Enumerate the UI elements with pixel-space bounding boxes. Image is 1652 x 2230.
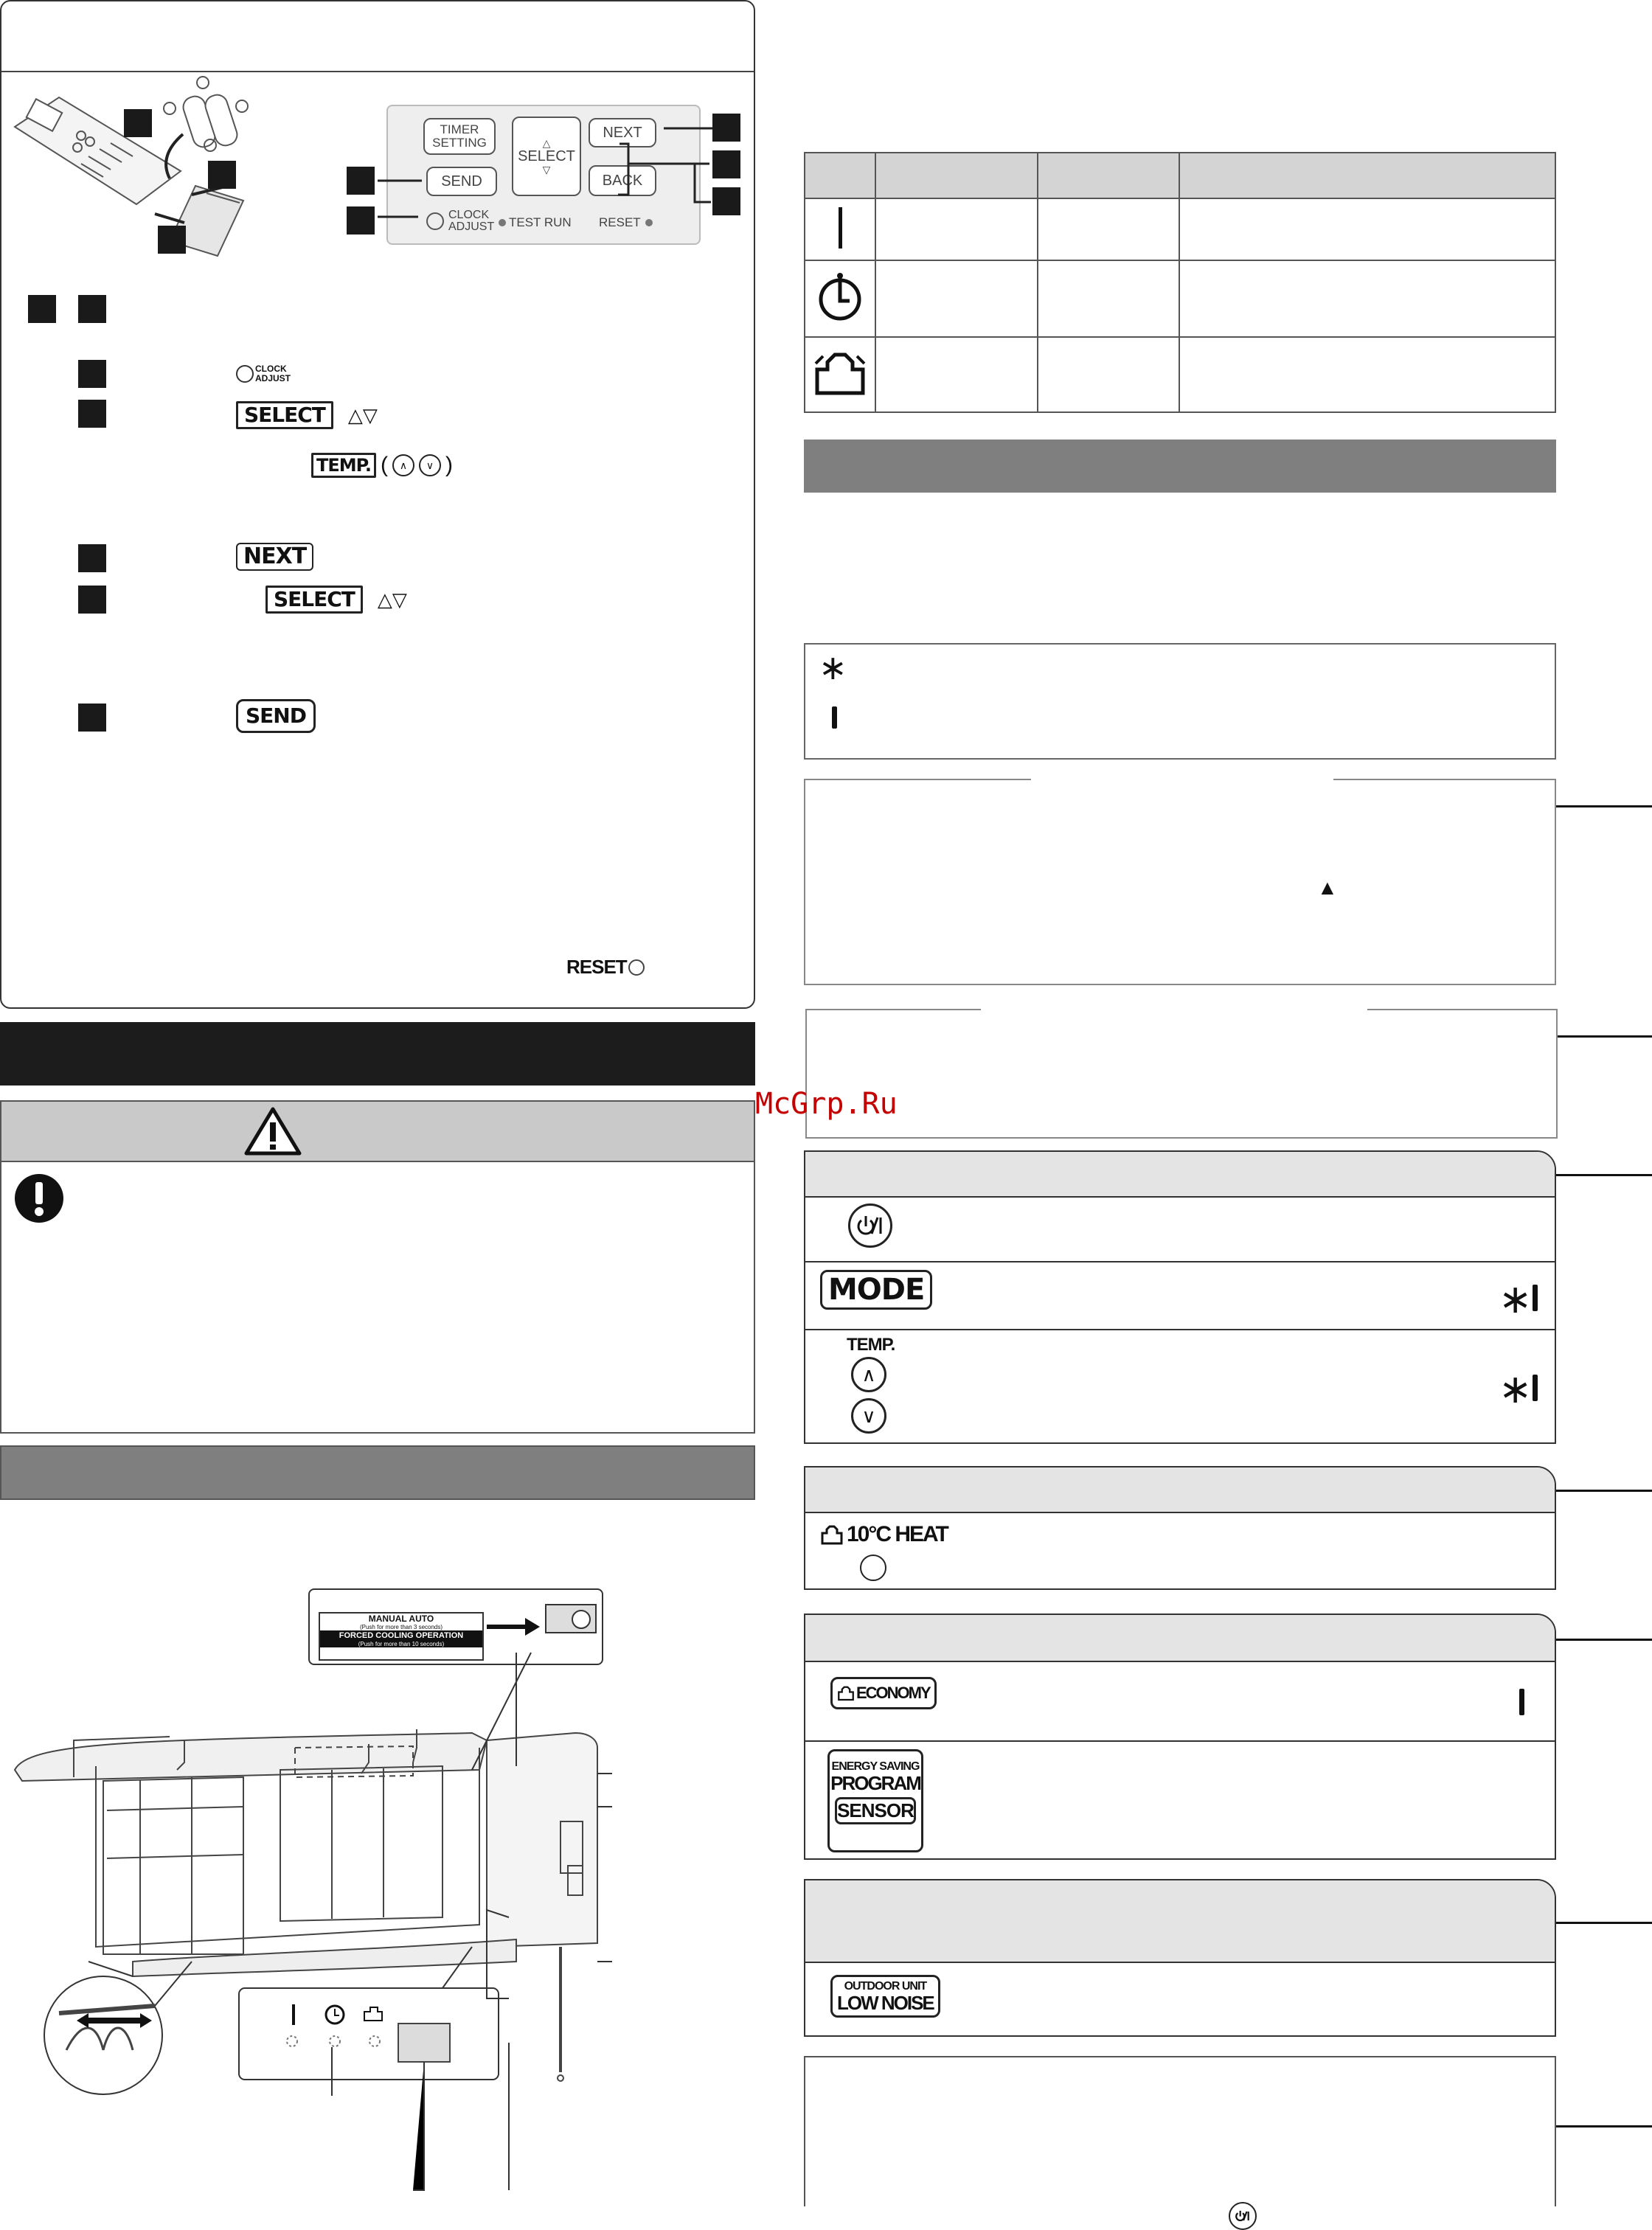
operation-lamp-icon (1533, 1285, 1538, 1311)
callout-marker (347, 206, 375, 235)
table-cell (1038, 198, 1179, 260)
send-key[interactable]: SEND (426, 167, 497, 196)
select-inline-key-2: SELECT (266, 586, 363, 614)
energy-saving-label: ENERGY SAVING (831, 1760, 920, 1773)
mode-button[interactable] (820, 1270, 932, 1310)
panel-title-divider (1, 71, 754, 72)
power-icon (856, 1215, 885, 1237)
callout-marker (208, 161, 236, 189)
table-header-cell (1038, 153, 1179, 198)
send-inline-key: SEND (236, 699, 316, 733)
timer-lamp-icon (814, 271, 866, 323)
edge-tab-line (1556, 1490, 1652, 1492)
step-marker (78, 704, 106, 732)
indoor-unit-illustration (0, 1652, 634, 2206)
edge-tab-line (1556, 1174, 1652, 1176)
select-inline-2 (266, 586, 407, 614)
test-run-label: TEST RUN (509, 215, 572, 229)
heat-10-label: 10°C HEAT (847, 1522, 948, 1546)
indicator-lamp-table (804, 152, 1556, 413)
callout-marker (712, 114, 740, 142)
sensor-button-label: SENSOR (837, 1799, 914, 1821)
callout-marker (712, 150, 740, 178)
edge-tab-line (1558, 1035, 1652, 1038)
section-tab-header (805, 1880, 1555, 1963)
info-box (805, 1009, 1558, 1139)
reset-inline-label: RESET (566, 956, 627, 978)
heat-10-button[interactable] (820, 1522, 948, 1547)
energy-saving-program-button[interactable] (827, 1749, 923, 1852)
table-cell (805, 260, 875, 337)
callout-marker (158, 226, 186, 254)
operation-lamp-icon (1519, 1689, 1524, 1715)
table-header-row (805, 153, 1555, 198)
section-bar (804, 440, 1556, 493)
caution-header (1, 1102, 754, 1162)
callout-marker (712, 187, 740, 215)
power-icon (1235, 2209, 1251, 2223)
back-key[interactable]: BACK (589, 165, 656, 196)
economy-lamp-icon (813, 349, 867, 397)
info-box (804, 779, 1556, 985)
clock-adjust-label: CLOCK ADJUST (448, 209, 495, 233)
program-label: PROGRAM (830, 1772, 920, 1794)
next-inline-key: NEXT (236, 543, 313, 571)
select-key-label: SELECT (518, 147, 575, 164)
outdoor-low-noise-button[interactable] (830, 1975, 940, 2018)
step-marker (28, 295, 56, 323)
step-marker (78, 544, 106, 572)
next-key[interactable]: NEXT (589, 118, 656, 147)
temp-up-button[interactable]: ∧ (851, 1357, 886, 1392)
triangle-marker-icon: ▲ (1317, 876, 1338, 899)
temp-up-icon: ∧ (392, 454, 414, 476)
callout-marker (347, 167, 375, 195)
watermark: McGrp.Ru (755, 1087, 898, 1121)
table-cell (875, 337, 1038, 412)
section-header-bar (0, 1022, 755, 1086)
caution-box (0, 1100, 755, 1434)
step-marker (78, 360, 106, 388)
section-bar (0, 1445, 755, 1500)
next-inline (236, 543, 313, 571)
row-divider (805, 1740, 1555, 1742)
info-box-title-gap (1031, 777, 1333, 782)
table-cell (1038, 337, 1179, 412)
operation-lamp-icon (839, 207, 842, 249)
forced-cooling-sub: (Push for more than 10 seconds) (320, 1641, 482, 1647)
up-down-arrows-icon: △▽ (347, 403, 378, 426)
clock-adjust-inline (236, 364, 291, 383)
clock-adjust-circle-icon (236, 365, 254, 383)
step-marker (78, 400, 106, 428)
economy-house-icon (820, 1524, 844, 1545)
power-button[interactable] (848, 1203, 892, 1248)
asterisk-icon: ∗ (1499, 1276, 1533, 1322)
clock-adjust-inline-label: CLOCK ADJUST (255, 364, 291, 383)
table-cell (875, 260, 1038, 337)
table-cell (1179, 337, 1555, 412)
note-box (804, 643, 1556, 760)
callout-marker (124, 109, 152, 137)
heat-10-circle-button[interactable] (860, 1555, 886, 1581)
low-noise-label: LOW NOISE (837, 1992, 934, 2014)
temp-inline (311, 453, 453, 478)
table-row (805, 260, 1555, 337)
edge-tab-line (1556, 1922, 1652, 1924)
table-cell (805, 337, 875, 412)
info-box-title-gap (981, 1007, 1367, 1012)
outdoor-unit-label: OUTDOOR UNIT (844, 1980, 927, 1993)
send-inline (236, 699, 316, 733)
temp-button-label: TEMP. (847, 1335, 895, 1355)
row-divider (805, 1261, 1555, 1262)
edge-tab-line (1556, 805, 1652, 807)
up-arrow-icon: △ (542, 136, 551, 149)
reset-inline (566, 956, 645, 979)
edge-tab-line (1556, 1639, 1652, 1641)
heat-10-section (804, 1466, 1556, 1590)
table-cell (1038, 260, 1179, 337)
table-cell (805, 198, 875, 260)
remote-callout-lines (348, 105, 761, 252)
asterisk-icon: ∗ (819, 647, 847, 687)
step-marker (78, 586, 106, 614)
select-inline (236, 401, 378, 429)
manual-button-icon (484, 1597, 602, 1649)
temp-up-down-icon: ( (380, 453, 388, 477)
mode-button-label: MODE (820, 1270, 932, 1310)
operation-lamp-icon (832, 706, 837, 729)
bottom-note-box (804, 2056, 1556, 2206)
table-header-cell (1179, 153, 1555, 198)
basic-operation-section (804, 1150, 1556, 1444)
operation-lamp-icon (1533, 1375, 1538, 1401)
section-tab-header (805, 1467, 1555, 1513)
manual-auto-sub: (Push for more than 3 seconds) (359, 1624, 443, 1630)
forced-cooling-label: FORCED COOLING OPERATION (320, 1630, 482, 1641)
asterisk-icon: ∗ (1499, 1366, 1533, 1412)
table-cell (1179, 198, 1555, 260)
section-tab-header (805, 1152, 1555, 1198)
temp-down-icon: ∨ (419, 454, 441, 476)
table-row (805, 198, 1555, 260)
table-header-cell (805, 153, 875, 198)
timer-setting-key[interactable]: TIMER SETTING (423, 118, 496, 155)
manual-auto-label: MANUAL AUTO (368, 1614, 434, 1624)
select-inline-key: SELECT (236, 401, 333, 429)
economy-button-label: ECONOMY (856, 1684, 930, 1702)
table-header-cell (875, 153, 1038, 198)
economy-button[interactable] (830, 1677, 937, 1709)
down-arrow-icon: ▽ (542, 163, 551, 176)
warning-triangle-icon (243, 1106, 302, 1156)
up-down-arrows-icon: △▽ (377, 588, 407, 611)
reset-label: RESET (599, 215, 641, 229)
row-divider (805, 1329, 1555, 1330)
section-tab-header (805, 1615, 1555, 1662)
edge-tab-line (1556, 2125, 1652, 2127)
economy-section (804, 1614, 1556, 1860)
table-cell (1179, 260, 1555, 337)
reset-circle-icon (628, 959, 645, 976)
temp-paren-close-icon: ) (445, 453, 453, 477)
step-marker (78, 295, 106, 323)
mandatory-exclamation-icon (13, 1173, 65, 1224)
temp-inline-key: TEMP. (311, 453, 376, 478)
table-cell (875, 198, 1038, 260)
sensor-button[interactable] (835, 1797, 916, 1824)
low-noise-section (804, 1879, 1556, 2037)
temp-down-button[interactable]: ∨ (851, 1398, 886, 1434)
battery-clock-panel (0, 0, 755, 1009)
table-row (805, 337, 1555, 412)
economy-house-icon (837, 1685, 855, 1701)
